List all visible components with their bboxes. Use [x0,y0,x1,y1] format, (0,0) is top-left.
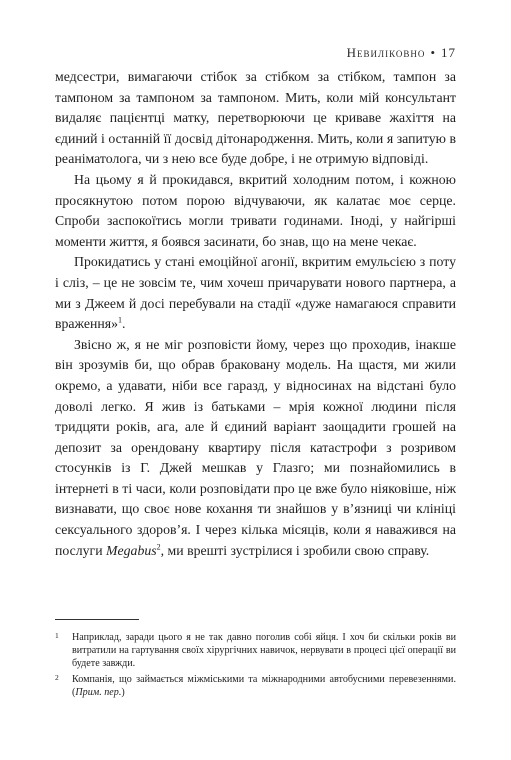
footnote-divider [55,619,139,620]
paragraph-4 [55,335,456,562]
footnote-1 [55,631,456,671]
footnote-2-text-before: Компанія, що займається міжміськими та міжнародними автобусними перевезеннями. ( [72,673,456,698]
header-separator: • [430,45,436,60]
footnote-2-text-after: ) [121,686,125,698]
paragraph-4-italic: Megabus [106,542,157,558]
footnote-ref-1[interactable]: 1 [118,315,123,325]
paragraph-3-end: . [122,316,126,332]
footnotes [55,631,456,701]
footnote-1-mark: 1 [55,631,59,640]
footnote-2-mark: 2 [55,672,59,682]
paragraph-3-text: Прокидатись у стані емоційної агонії, вкритим емульсією з поту і сліз, – це не зовсім те, чим хочеш причарувати нового партнера, а ми з Джеем й досі перебували на стадії «дуже намагаюся справити враження» [55,254,456,332]
paragraph-2-text: На цьому я й прокидався, вкритий холодним потом, і кожною просякнутою потом порою відчуваючи, як калатає моє серце. Спроби заспокоїтись могли тривати годинами. Іноді, у найгірші моменти життя, я боявся засинати, бо знав, що на мене чекає. [55,171,456,249]
paragraph-1-text: медсестри, вимагаючи стібок за стібком за стібком, тампон за тампоном за тампоном за тампоном. Мить, коли мій консультант видаляє пацієнтці матку, перетворюючи це криваве жахіття на єдиний і останній її досвід дітонародження. Мить, коли я запитую в реаніматолога, чи з нею все буде добре, і не отримую відповіді. [55,69,456,167]
paragraph-2 [55,170,456,252]
page-number: 17 [441,45,456,60]
footnote-ref-2[interactable]: 2 [156,542,161,552]
paragraph-3 [55,252,456,334]
paragraph-1 [55,67,456,170]
running-title: Невиліковно [346,45,426,60]
paragraph-4-text-before: Звісно ж, я не міг розповісти йому, через що проходив, інакше він зрозумів би, що обрав браковану модель. На щастя, ми жили окремо, а удавати, ніби все гаразд, у відносинах на відстані було доволі легко. Я жив із батьками – мрія кожної людини після тридцяти років, ага, але й єдиний варіант заощадити грошей на депозит за орендовану квартиру після катастрофи з розривом стосунків із Г. Джей мешкав у Глазго; ми познайомились в інтернеті в ті часи, коли розповідати про це вже було ніяковіше, ніж визнавати, що своє нове кохання ти знайшов у в’язниці чи клініці сексуального здоров’я. І через кілька місяців, коли я наважився на послуги [55,336,456,558]
body-text [55,67,456,561]
footnote-2 [55,673,456,699]
paragraph-4-text-after: , ми врешті зустрілися і зробили свою справу. [160,542,430,558]
running-header [347,45,456,61]
footnote-1-text: Наприклад, заради цього я не так давно поголив собі яйця. І хоч би скільки років ви витратили на гартування своїх хірургічних навичок, нервувати в процесі цієї операції ви будете завжди. [72,632,456,670]
footnote-2-italic: Прим. пер. [75,686,122,698]
